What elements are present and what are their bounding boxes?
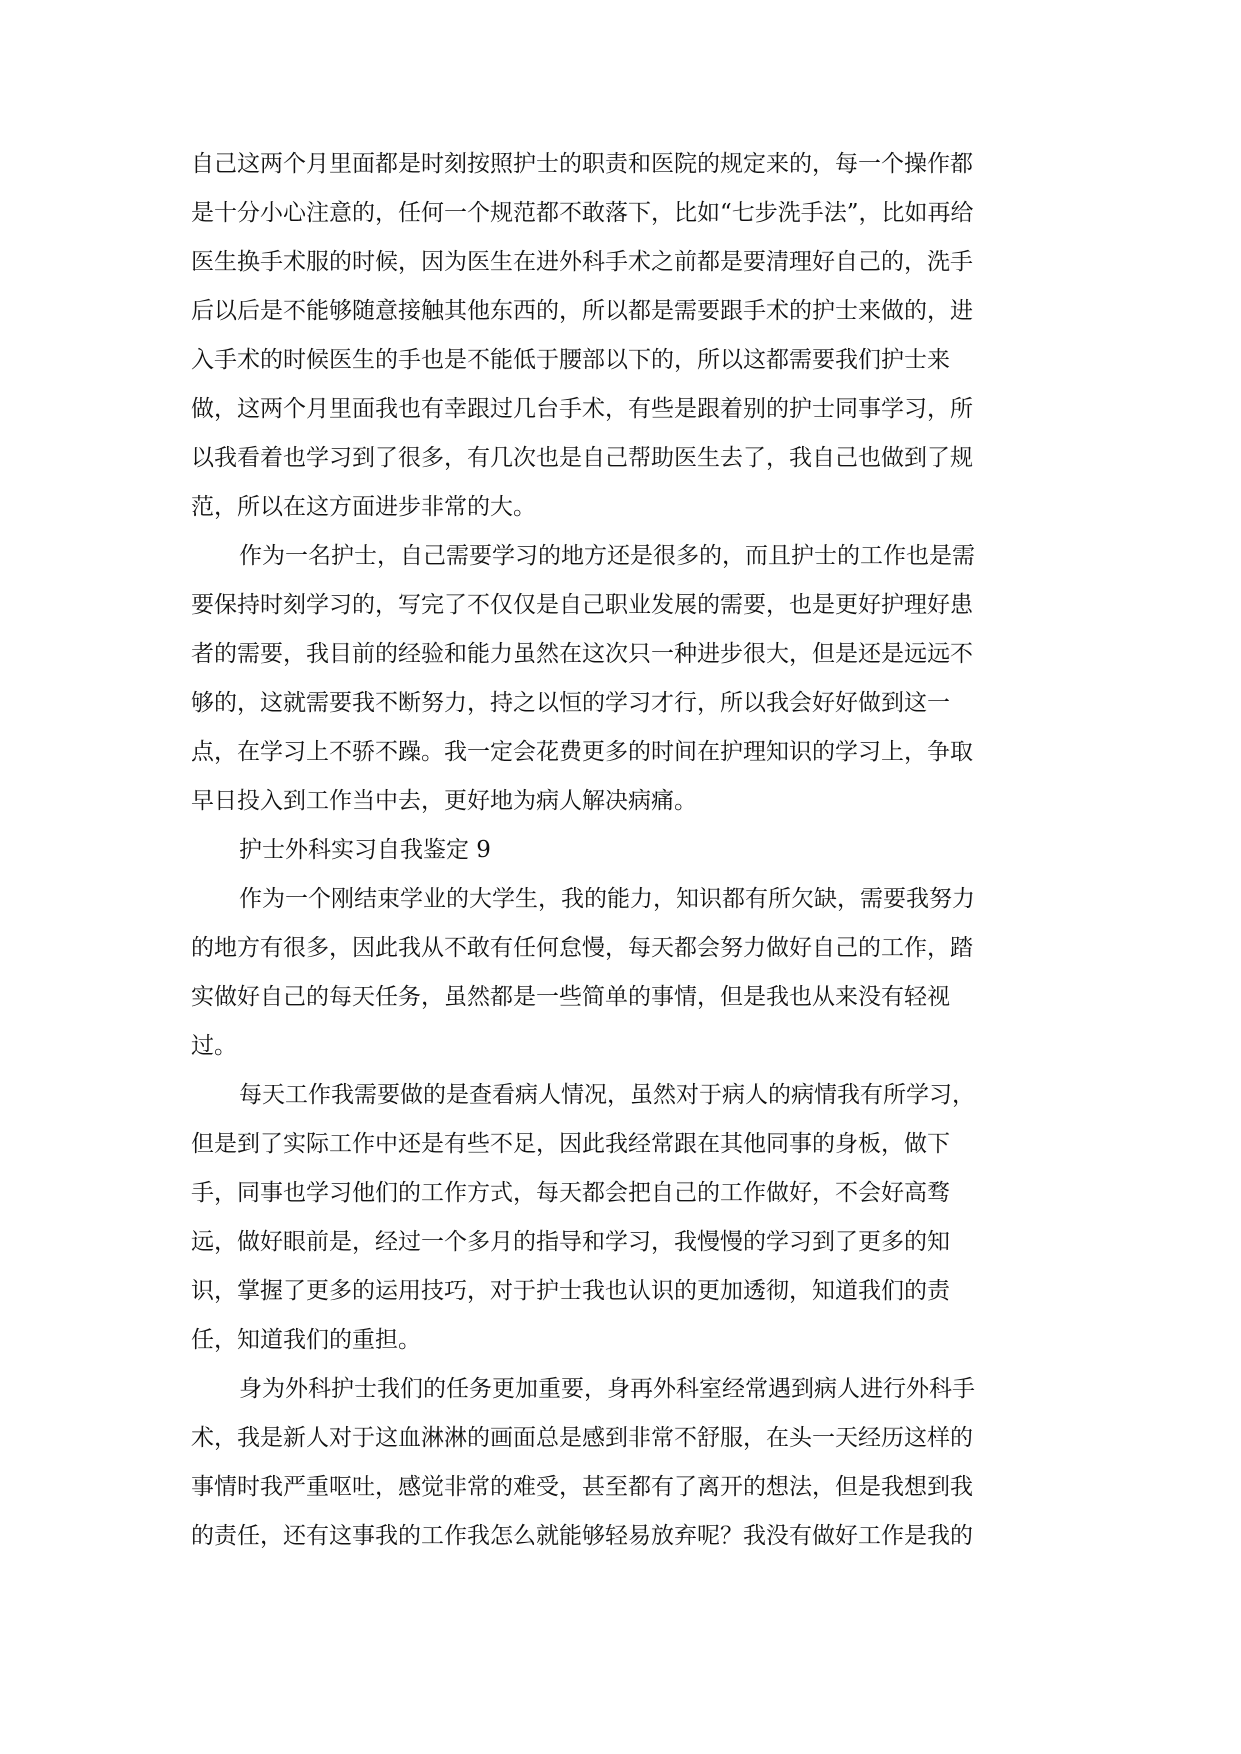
text-line: 身为外科护士我们的任务更加重要，身再外科室经常遇到病人进行外科手 — [239, 1376, 975, 1402]
text-line: 识，掌握了更多的运用技巧，对于护士我也认识的更加透彻，知道我们的责 — [191, 1278, 950, 1304]
text-line: 远，做好眼前是，经过一个多月的指导和学习，我慢慢的学习到了更多的知 — [191, 1229, 950, 1255]
text-line: 者的需要，我目前的经验和能力虽然在这次只一种进步很大，但是还是远远不 — [191, 641, 973, 667]
text-line: 早日投入到工作当中去，更好地为病人解决病痛。 — [191, 788, 697, 814]
text-line: 过。 — [191, 1033, 237, 1059]
document-body — [191, 140, 1061, 1561]
text-line: 的责任，还有这事我的工作我怎么就能够轻易放弃呢？我没有做好工作是我的 — [191, 1523, 973, 1549]
text-line: 手，同事也学习他们的工作方式，每天都会把自己的工作做好，不会好高骛 — [191, 1180, 950, 1206]
text-line: 做，这两个月里面我也有幸跟过几台手术，有些是跟着别的护士同事学习，所 — [191, 396, 973, 422]
text-line: 医生换手术服的时候，因为医生在进外科手术之前都是要清理好自己的，洗手 — [191, 249, 973, 275]
text-line: 的地方有很多，因此我从不敢有任何怠慢，每天都会努力做好自己的工作，踏 — [191, 935, 973, 961]
text-line: 要保持时刻学习的，写完了不仅仅是自己职业发展的需要，也是更好护理好患 — [191, 592, 973, 618]
text-line: 点，在学习上不骄不躁。我一定会花费更多的时间在护理知识的学习上，争取 — [191, 739, 973, 765]
text-line: 每天工作我需要做的是查看病人情况，虽然对于病人的病情我有所学习， — [239, 1082, 975, 1108]
text-line: 事情时我严重呕吐，感觉非常的难受，甚至都有了离开的想法，但是我想到我 — [191, 1474, 973, 1500]
text-line: 是十分小心注意的，任何一个规范都不敢落下，比如“七步洗手法”，比如再给 — [191, 200, 974, 226]
text-line: 任，知道我们的重担。 — [191, 1327, 421, 1353]
text-line: 但是到了实际工作中还是有些不足，因此我经常跟在其他同事的身板，做下 — [191, 1131, 950, 1157]
text-line: 入手术的时候医生的手也是不能低于腰部以下的，所以这都需要我们护士来 — [191, 347, 950, 373]
text-line: 后以后是不能够随意接触其他东西的，所以都是需要跟手术的护士来做的，进 — [191, 298, 973, 324]
text-line: 作为一个刚结束学业的大学生，我的能力，知识都有所欠缺，需要我努力 — [239, 886, 975, 912]
text-line: 护士外科实习自我鉴定 9 — [239, 837, 491, 863]
text-line: 术，我是新人对于这血淋淋的画面总是感到非常不舒服，在头一天经历这样的 — [191, 1425, 973, 1451]
text-line: 实做好自己的每天任务，虽然都是一些简单的事情，但是我也从来没有轻视 — [191, 984, 950, 1010]
text-line: 够的，这就需要我不断努力，持之以恒的学习才行，所以我会好好做到这一 — [191, 690, 950, 716]
text-line: 以我看着也学习到了很多，有几次也是自己帮助医生去了，我自己也做到了规 — [191, 445, 973, 471]
text-line: 自己这两个月里面都是时刻按照护士的职责和医院的规定来的，每一个操作都 — [191, 151, 973, 177]
text-line: 范，所以在这方面进步非常的大。 — [191, 494, 536, 520]
text-line: 作为一名护士，自己需要学习的地方还是很多的，而且护士的工作也是需 — [239, 543, 975, 569]
